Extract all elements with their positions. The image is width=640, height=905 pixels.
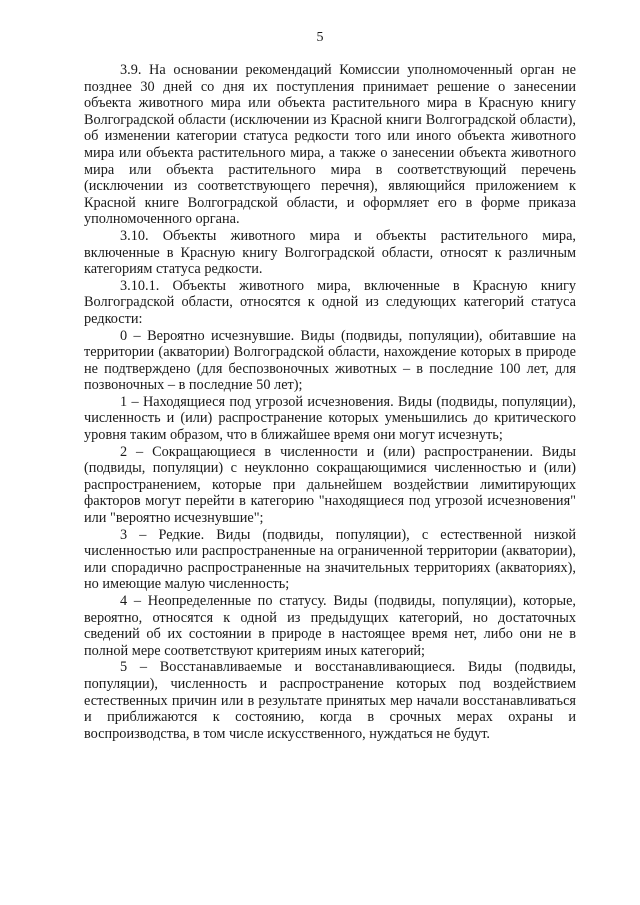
category-0-paragraph: 0 – Вероятно исчезнувшие. Виды (подвиды, популяции), обитавшие на территории (акватории) Волгоградской области, нахождение которых в природе не подтверждено (для беспозвоночных животных – в последние 100 лет, для позвоночных – в последние 50 лет);: [84, 327, 576, 394]
category-4-paragraph: 4 – Неопределенные по статусу. Виды (подвиды, популяции), которые, вероятно, относятся к одной из предыдущих категорий, но достаточных сведений об их состоянии в природе в настоящее время нет, либо они не в полной мере соответствуют критериям иных категорий;: [84, 593, 576, 659]
category-3-paragraph: 3 – Редкие. Виды (подвиды, популяции), с естественной низкой численностью или распространенные на ограниченной территории (акватории), или спорадично распространенные на значительных территориях (акваториях), но имеющие малую численность;: [84, 526, 576, 593]
category-5-paragraph: 5 – Восстанавливаемые и восстанавливающиеся. Виды (подвиды, популяции), численность и распространение которых под воздействием естественных причин или в результате принятых мер начали восстанавливаться и приближаются к состоянию, когда в срочных мерах охраны и воспроизводства, в том числе искусственного, нуждаться не будут.: [84, 659, 576, 742]
category-1-paragraph: 1 – Находящиеся под угрозой исчезновения. Виды (подвиды, популяции), численность и (или) распространение которых уменьшились до критического уровня таким образом, что в ближайшее время они могут исчезнуть;: [84, 393, 576, 444]
paragraph-3-10: 3.10. Объекты животного мира и объекты растительного мира, включенные в Красную книгу Волгоградской области, относят к различным категориям статуса редкости.: [84, 227, 576, 278]
document-body: [84, 62, 576, 742]
paragraph-3-10-1: 3.10.1. Объекты животного мира, включенные в Красную книгу Волгоградской области, относятся к одной из следующих категорий статуса редкости:: [84, 277, 576, 327]
category-2-paragraph: 2 – Сокращающиеся в численности и (или) распространении. Виды (подвиды, популяции) с неуклонно сокращающимися численностью и (или) распространением, которые при дальнейшем воздействии лимитирующих факторов могут перейти в категорию "находящиеся под угрозой исчезновения" или "вероятно исчезнувшие";: [84, 443, 576, 527]
paragraph-3-9: 3.9. На основании рекомендаций Комиссии уполномоченный орган не позднее 30 дней со дня их поступления принимает решение о занесении объекта животного мира или объекта растительного мира в Красную книгу Волгоградской области (исключении из Красной книги Волгоградской области), об изменении категории статуса редкости того или иного объекта животного мира или объекта растительного мира, а также о занесении объекта животного мира или объекта растительного мира в соответствующий перечень (исключении из соответствующего перечня), являющийся приложением к Красной книге Волгоградской области, и оформляет его в форме приказа уполномоченного органа.: [84, 62, 576, 228]
page-number: 5: [316, 30, 324, 45]
